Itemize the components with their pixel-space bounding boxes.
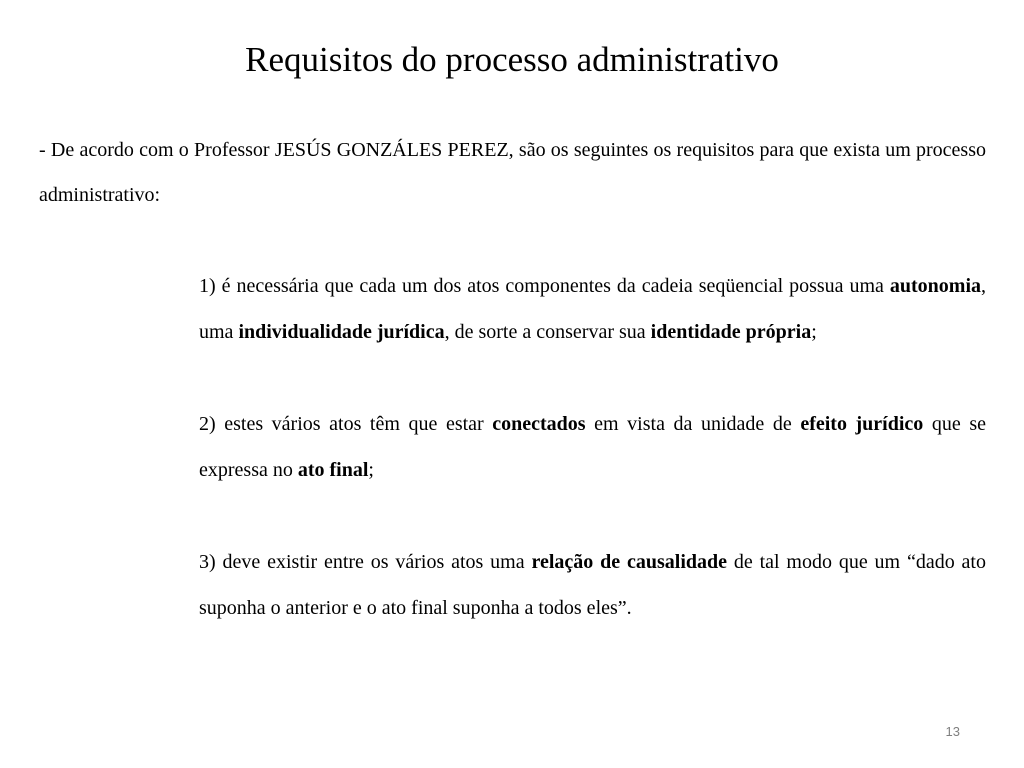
- item-text: de tal modo que um “dado ato suponha o anterior e o ato final suponha a todos eles”.: [199, 551, 986, 619]
- item-emphasis: relação de causalidade: [531, 551, 728, 573]
- item-text: , uma: [199, 275, 986, 343]
- item-text: 3) deve existir entre os vários atos uma: [199, 551, 532, 573]
- item-emphasis: identidade própria: [650, 320, 812, 343]
- item-text: que se expressa no: [199, 413, 986, 481]
- item-text: 1) é necessária que cada um dos atos componentes da cadeia seqüencial possua uma: [199, 275, 890, 297]
- requirement-item-3: [199, 540, 986, 631]
- item-text: , de sorte a conservar sua: [444, 320, 651, 343]
- slide-title: Requisitos do processo administrativo: [245, 40, 779, 79]
- item-text: 2) estes vários atos têm que estar: [199, 413, 493, 435]
- item-emphasis: efeito jurídico: [800, 413, 924, 435]
- requirements-list: [199, 264, 986, 631]
- requirement-item-1: [199, 264, 986, 355]
- item-text: ;: [811, 320, 817, 343]
- page-number: 13: [945, 724, 960, 739]
- item-text: em vista da unidade de: [585, 413, 801, 435]
- item-text: ;: [368, 458, 374, 481]
- item-emphasis: individualidade jurídica: [238, 320, 445, 343]
- requirement-item-2: [199, 402, 986, 493]
- intro-paragraph: - De acordo com o Professor JESÚS GONZÁLES PEREZ, são os seguintes os requisitos para que exista um processo administrativo:: [39, 139, 986, 206]
- item-emphasis: conectados: [492, 413, 586, 435]
- item-emphasis: ato final: [297, 458, 369, 481]
- item-emphasis: autonomia: [889, 275, 981, 297]
